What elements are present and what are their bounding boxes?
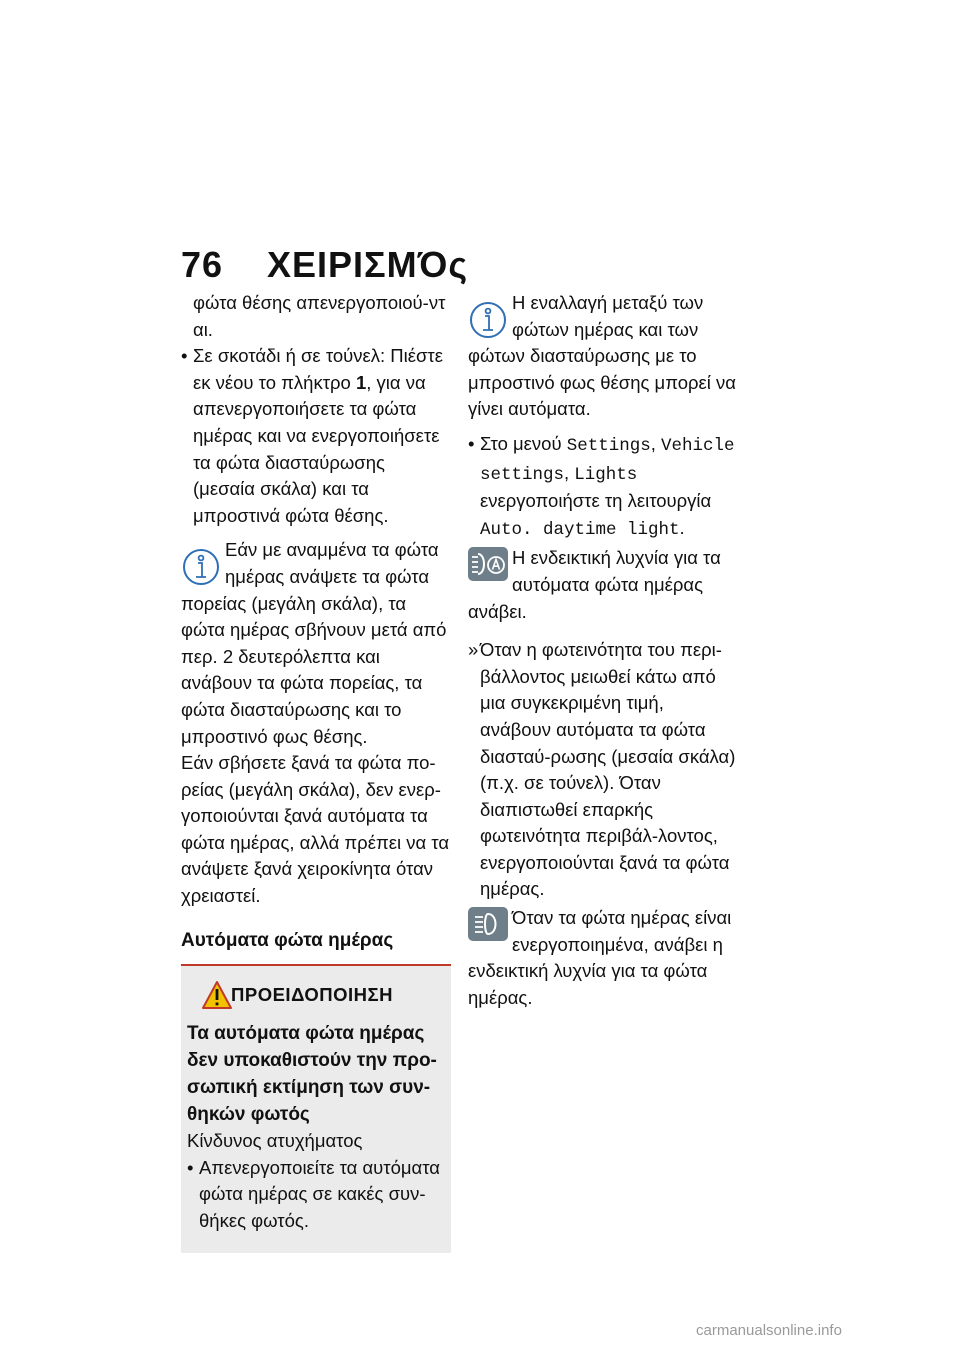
- auto-daytime-light-indicator-icon: [468, 547, 508, 581]
- indicator-note-text: Η ενδεικτική λυχνία για τα αυτόματα φώτα ημέρας ανάβει.: [468, 547, 721, 622]
- section-heading: Αυτόματα φώτα ημέρας: [181, 928, 451, 967]
- warning-statement: Τα αυτόματα φώτα ημέρας δεν υποκαθιστούν την προ-σωπική εκτίμηση των συν-θηκών φωτός: [187, 1023, 437, 1126]
- daytime-light-indicator-icon: [468, 907, 508, 941]
- section-title: ΧΕΙΡΙΣΜΌς: [267, 244, 469, 285]
- note-text: Εάν με αναμμένα τα φώτα ημέρας ανάψετε τα φώτα πορείας (μεγάλη σκάλα), τα φώτα ημέρας σβήνουν μετά από περ. 2 δευτερόλεπτα και ανάβουν τα φώτα πορείας, τα φώτα διασταύρωσης και το μπροστινό φως θέσης.: [181, 539, 447, 747]
- warning-header: [187, 980, 445, 1014]
- indicator-note: [468, 905, 738, 1011]
- menu-auto-daytime-light: Auto. daytime light: [480, 519, 680, 540]
- info-note: [468, 290, 738, 423]
- info-icon: [181, 537, 221, 589]
- info-note: [181, 537, 451, 909]
- right-column: [468, 290, 738, 1011]
- menu-settings: Settings: [566, 435, 651, 456]
- note-text-2: Εάν σβήσετε ξανά τα φώτα πο-ρείας (μεγάλη σκάλα), δεν ενερ-γοποιούνται ξανά αυτόματα τα φώτα ημέρας, αλλά πρέπει να τα ανάψετε ξανά χειροκίνητα όταν χρειαστεί.: [181, 752, 450, 907]
- warning-icon: [201, 980, 233, 1010]
- warning-risk: Κίνδυνος ατυχήματος: [187, 1130, 363, 1152]
- warning-title: ΠΡΟΕΙΔΟΠΟΙΗΣΗ: [231, 984, 393, 1006]
- bullet-item: [181, 343, 451, 529]
- warning-bullet: • Απενεργοποιείτε τα αυτόματα φώτα ημέρας σε κακές συν-θήκες φωτός.: [187, 1155, 445, 1235]
- note-text: Η εναλλαγή μεταξύ των φώτων ημέρας και των φώτων διασταύρωσης με το μπροστινό φως θέσης μπορεί να γίνει αυτόματα.: [468, 292, 736, 420]
- separator: ,: [650, 432, 662, 454]
- indicator-note: [468, 545, 738, 625]
- result-item: » Όταν η φωτεινότητα του περι-βάλλοντος μειωθεί κάτω από μια συγκεκριμένη τιμή, ανάβουν αυτόματα τα φώτα διασταύ-ρωσης (μεσαία σκάλα) (π.χ. σε τούνελ). Όταν διαπιστωθεί επαρκής φωτεινότητα περιβάλ-λοντος, ενεργοποιούνται ξανά τα φώτα ημέρας.: [468, 637, 738, 903]
- key-reference: 1: [355, 371, 367, 393]
- page-header: [181, 244, 468, 286]
- warning-box: [181, 966, 451, 1252]
- left-column: [181, 290, 451, 1253]
- separator: ,: [564, 461, 575, 483]
- bullet-item: [468, 431, 738, 543]
- info-icon: [468, 290, 508, 342]
- bullet-text-mid: ενεργοποιήστε τη λειτουργία: [480, 490, 712, 512]
- bullet-text-end: .: [679, 516, 685, 538]
- watermark: carmanualsonline.info: [696, 1322, 842, 1339]
- bullet-text-end: , για να απενεργοποιήσετε τα φώτα ημέρας και να ενεργοποιήσετε τα φώτα διασταύρωσης (μεσαία σκάλα) και τα μπροστινά φώτα θέσης.: [193, 371, 440, 526]
- paragraph-continuation: φώτα θέσης απενεργοποιού-ντ αι.: [193, 292, 446, 340]
- bullet-text: Στο μενού: [480, 432, 567, 454]
- indicator-note-text: Όταν τα φώτα ημέρας είναι ενεργοποιημένα, ανάβει η ενδεικτική λυχνία για τα φώτα ημέρας.: [468, 907, 732, 1008]
- page-number: 76: [181, 244, 224, 285]
- menu-vehicle-settings: Vehicle settings: [480, 435, 735, 485]
- bullet-text: Σε σκοτάδι ή σε τούνελ: Πιέστε εκ νέου το πλήκτρο: [193, 345, 443, 393]
- menu-lights: Lights: [574, 464, 638, 485]
